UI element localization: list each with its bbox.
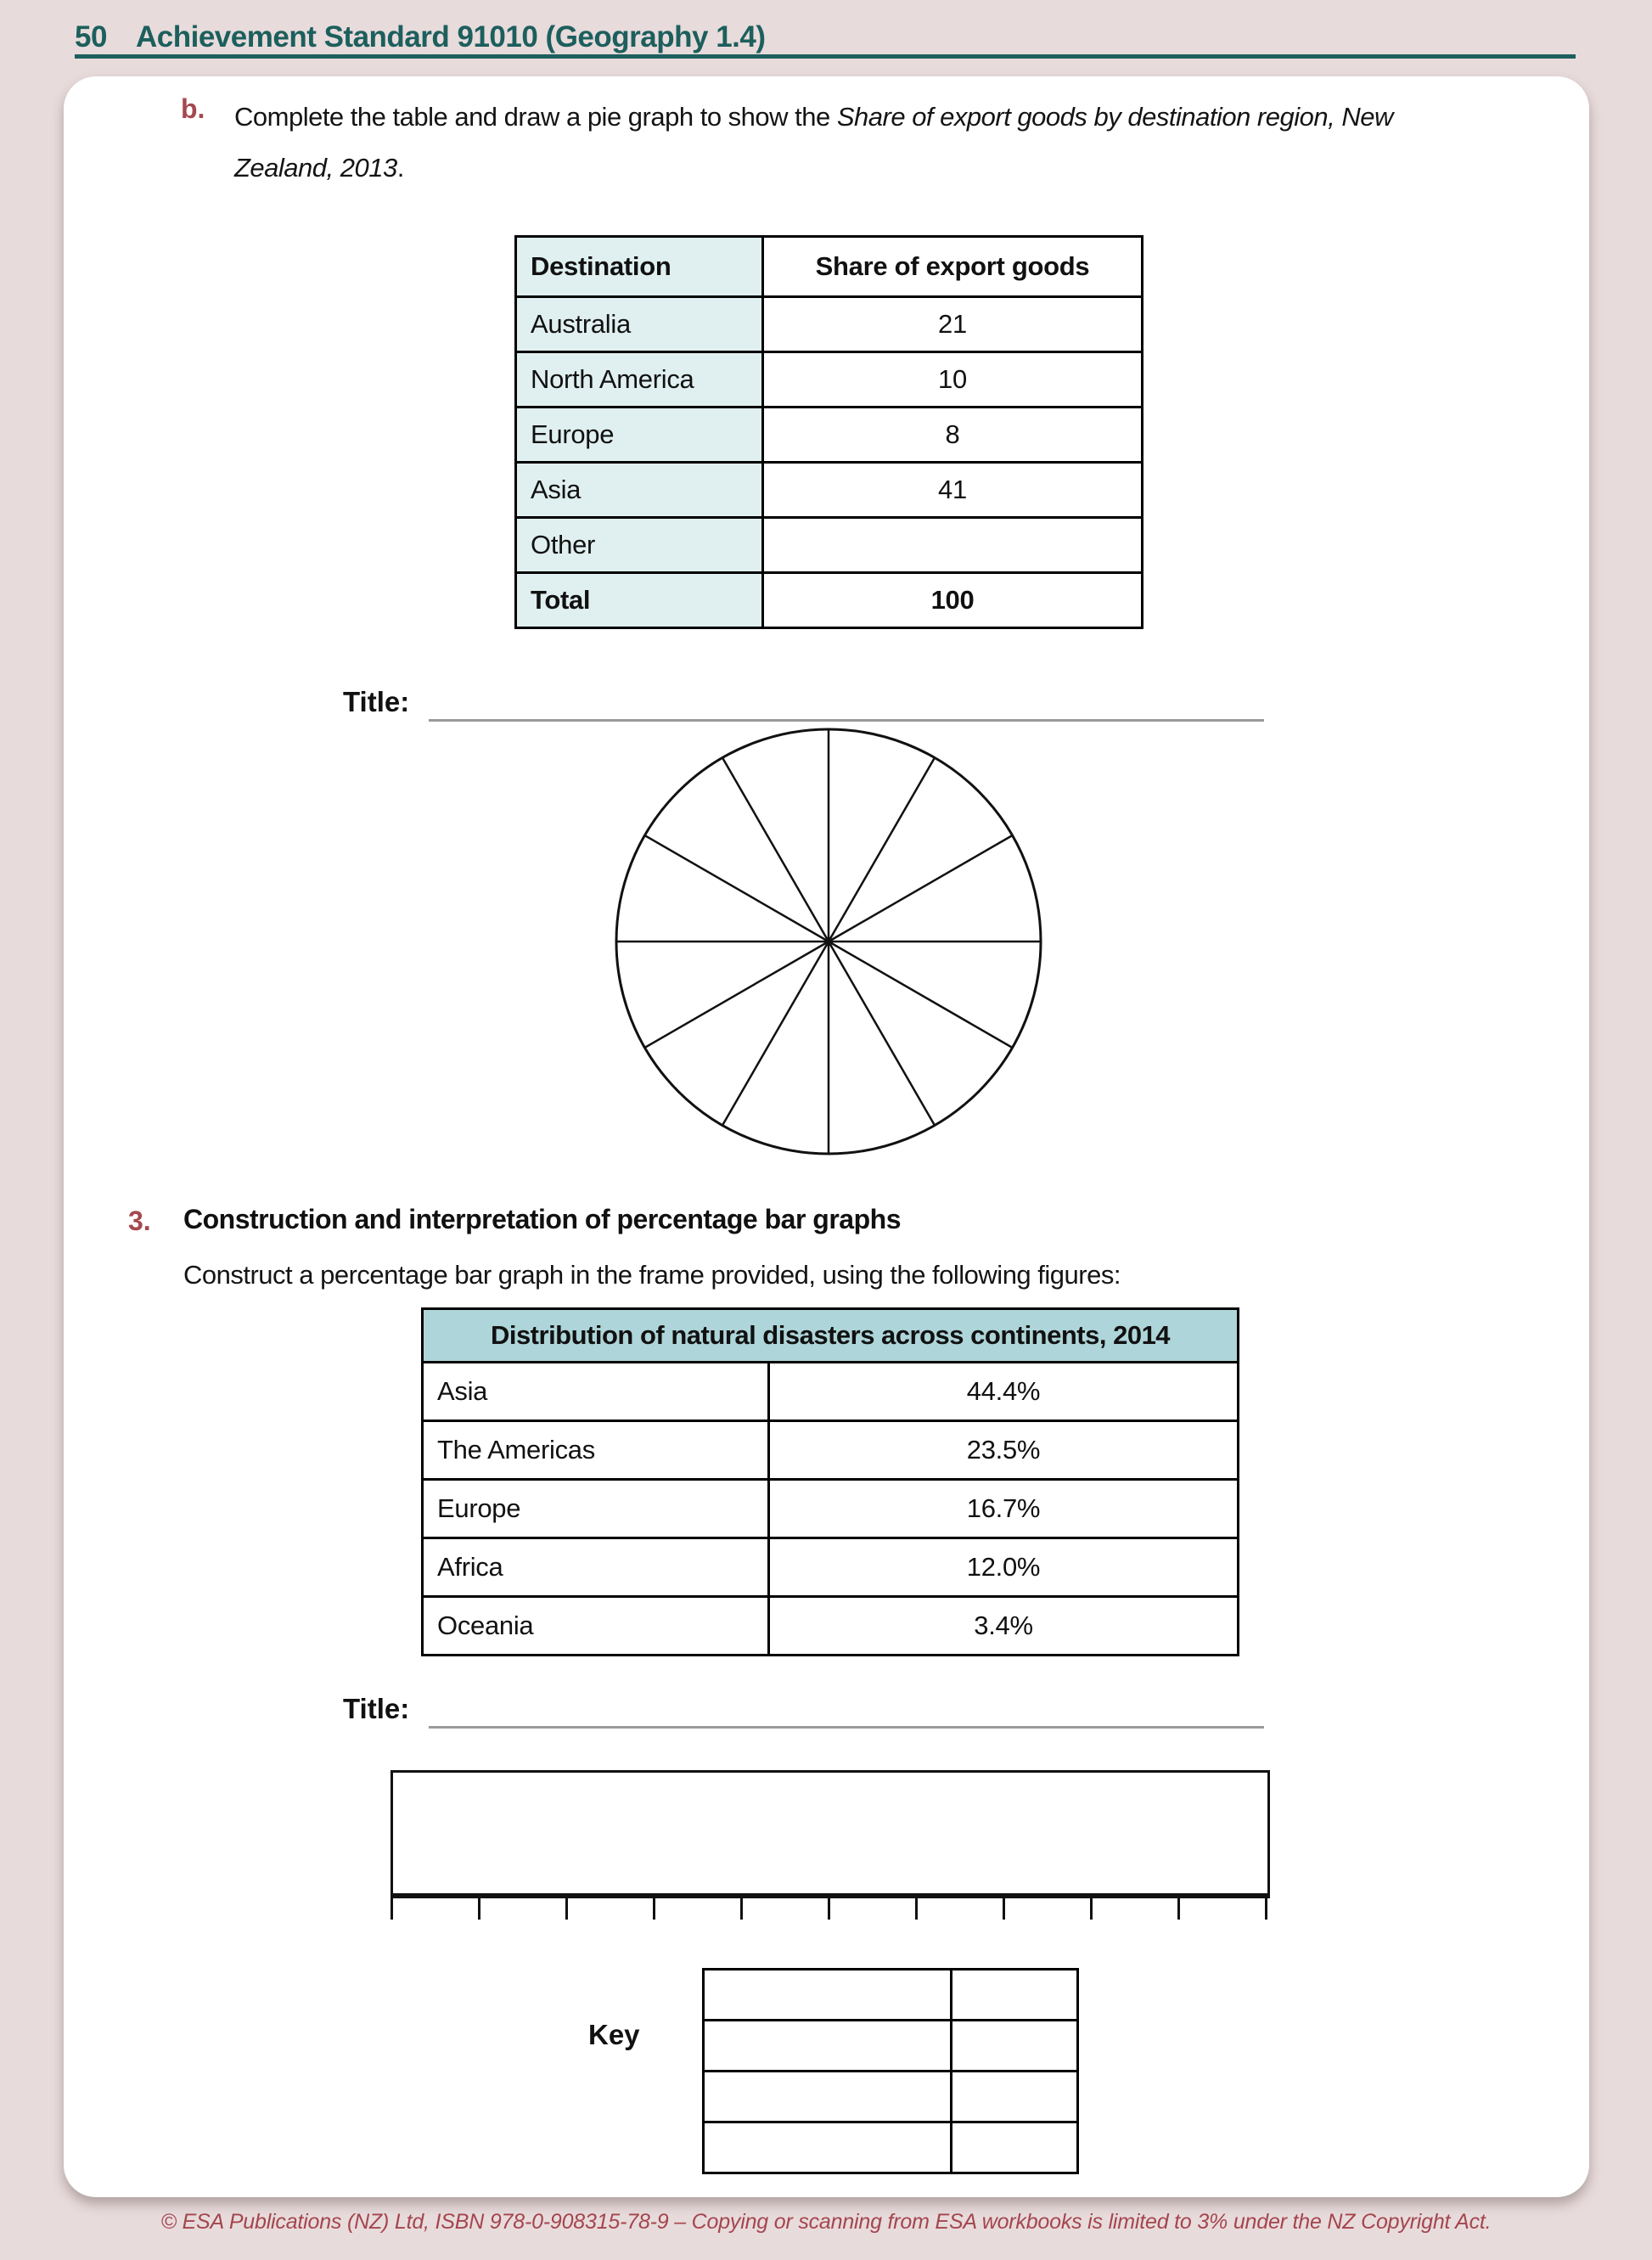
natural-disasters-table [421,1307,1239,1656]
continent-cell: Africa [423,1538,769,1597]
key-swatch-cell-fillin[interactable] [952,1970,1078,2021]
percent-cell: 23.5% [769,1421,1239,1480]
share-cell-total: 100 [763,573,1143,628]
destination-cell: Asia [516,463,763,518]
key-row [704,2021,1078,2072]
share-cell: 41 [763,463,1143,518]
key-swatch-cell-fillin[interactable] [952,2122,1078,2173]
question-b-text-period: . [396,153,404,183]
key-row [704,1970,1078,2021]
table-row [423,1597,1239,1656]
table-row [516,297,1143,352]
table-row [516,573,1143,628]
column-header-destination: Destination [516,237,763,297]
key-name-cell-fillin[interactable] [704,2072,952,2122]
question-b-text [234,92,1457,194]
export-goods-table [514,235,1143,629]
copyright-footer: © ESA Publications (NZ) Ltd, ISBN 978-0-908315-78-9 – Copying or scanning from ESA workbooks is limited to 3% under the NZ Copyright Act. [160,2210,1492,2234]
table-row [423,1538,1239,1597]
destination-cell: Europe [516,408,763,463]
table-title-row [423,1309,1239,1363]
page-number: 50 [75,20,107,53]
pie-title-label: Title: [343,686,410,717]
percent-cell: 16.7% [769,1480,1239,1538]
destination-cell: Other [516,518,763,573]
bar-graph-frame[interactable] [391,1770,1270,1898]
key-row [704,2072,1078,2122]
page-title: Achievement Standard 91010 (Geography 1.4) [136,20,766,53]
question-b-label: b. [181,93,205,124]
table-row [516,463,1143,518]
key-row [704,2122,1078,2173]
table-title: Distribution of natural disasters across continents, 2014 [423,1309,1239,1363]
destination-cell: Australia [516,297,763,352]
key-table [702,1968,1079,2174]
continent-cell: Asia [423,1363,769,1421]
table-row [516,352,1143,408]
continent-cell: Oceania [423,1597,769,1656]
question-3-heading: Construction and interpretation of percentage bar graphs [183,1204,901,1234]
share-cell: 10 [763,352,1143,408]
key-swatch-cell-fillin[interactable] [952,2072,1078,2122]
percent-cell: 44.4% [769,1363,1239,1421]
key-name-cell-fillin[interactable] [704,2122,952,2173]
pie-center-dot [824,937,833,946]
share-cell-empty-fillin[interactable] [763,518,1143,573]
key-name-cell-fillin[interactable] [704,2021,952,2072]
column-header-share: Share of export goods [763,237,1143,297]
table-row [423,1363,1239,1421]
destination-cell: North America [516,352,763,408]
table-row [423,1421,1239,1480]
table-header-row [516,237,1143,297]
percent-cell: 12.0% [769,1538,1239,1597]
table-row [516,408,1143,463]
continent-cell: The Americas [423,1421,769,1480]
bar-graph-axis-ticks [391,1896,1270,1921]
key-label: Key [588,2019,640,2050]
destination-cell-total: Total [516,573,763,628]
table-row [516,518,1143,573]
bar-title-label: Title: [343,1693,410,1724]
share-cell: 8 [763,408,1143,463]
pie-title-fillin-line[interactable] [429,719,1264,722]
question-b-text-italic: Share of export goods by destination region, New Zealand, 2013 [234,102,1393,183]
table-row [423,1480,1239,1538]
percent-cell: 3.4% [769,1597,1239,1656]
question-b-text-normal: Complete the table and draw a pie graph to show the [234,102,837,132]
header-rule [75,54,1576,59]
question-3-instruction: Construct a percentage bar graph in the frame provided, using the following figures: [183,1260,1121,1290]
question-3-number: 3. [128,1206,151,1236]
key-name-cell-fillin[interactable] [704,1970,952,2021]
bar-title-fillin-line[interactable] [429,1726,1264,1729]
share-cell: 21 [763,297,1143,352]
key-swatch-cell-fillin[interactable] [952,2021,1078,2072]
continent-cell: Europe [423,1480,769,1538]
pie-graph-template[interactable] [614,727,1043,1156]
